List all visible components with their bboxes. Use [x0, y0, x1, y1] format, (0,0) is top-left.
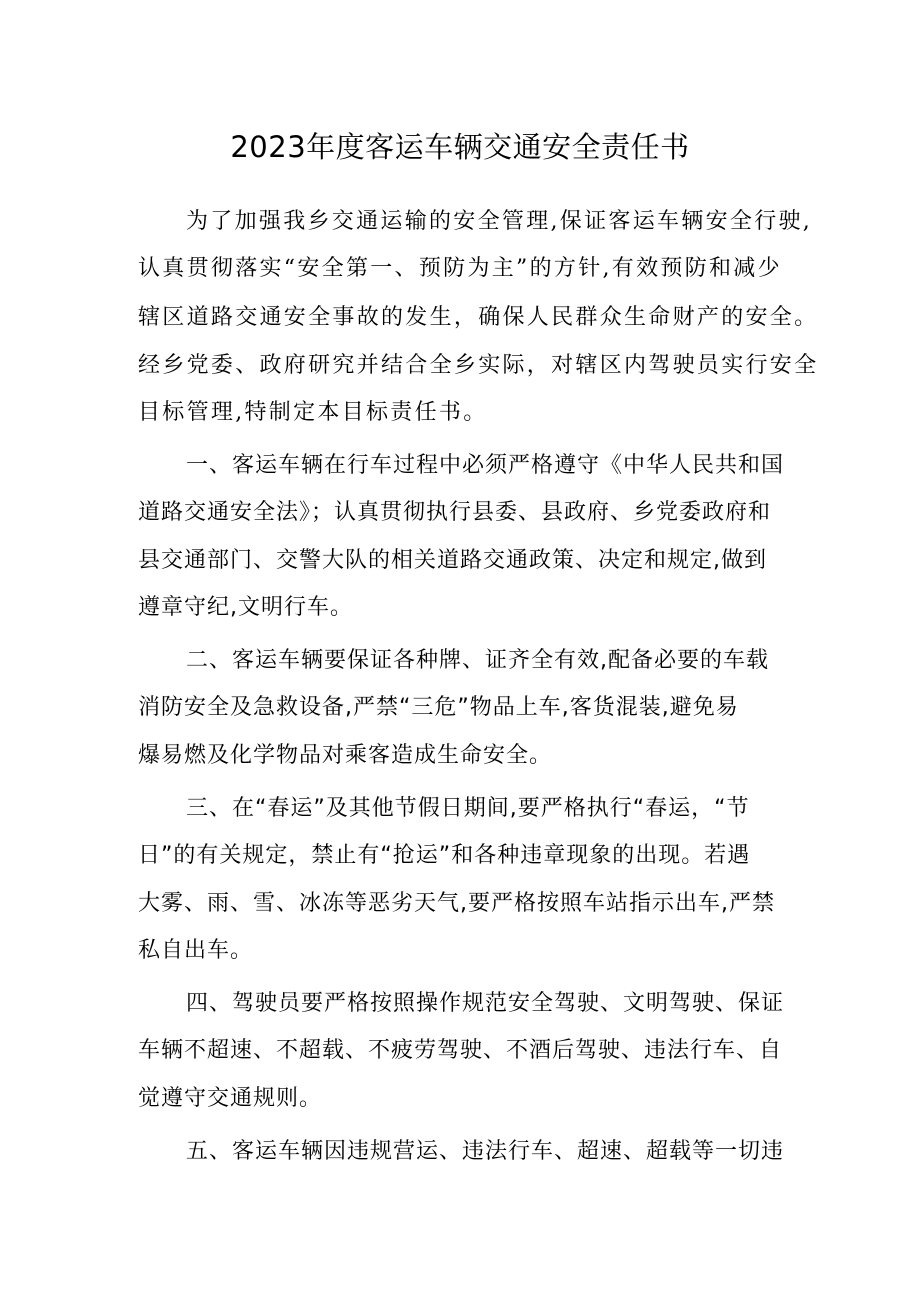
text-line: 辖区道路交通安全事故的发生，确保人民群众生命财产的安全。: [138, 305, 819, 330]
text-line: 车辆不超速、不超载、不疲劳驾驶、不酒后驾驶、违法行车、自: [138, 1038, 783, 1063]
text-line: 经乡党委、政府研究并结合全乡实际，对辖区内驾驶员实行安全: [138, 353, 819, 378]
text-line: 二、客运车辆要保证各种牌、证齐全有效,配备必要的车载: [186, 648, 769, 673]
document-title: 2023年度客运车辆交通安全责任书: [230, 130, 690, 164]
text-line: 五、客运车辆因违规营运、违法行车、超速、超载等一切违: [186, 1139, 785, 1164]
text-line: 大雾、雨、雪、冰冻等恶劣天气,要严格按照车站指示出车,严禁: [138, 891, 775, 916]
text-line: 觉遵守交通规则。: [138, 1086, 323, 1111]
text-line: 爆易燃及化学物品对乘客造成生命安全。: [138, 743, 553, 768]
text-line: 认真贯彻落实“安全第一、预防为主”的方针,有效预防和减少: [138, 256, 782, 281]
text-line: 消防安全及急救设备,严禁“三危”物品上车,客货混装,避免易: [138, 695, 739, 720]
text-line: 遵章守纪,文明行车。: [138, 595, 353, 620]
text-line: 三、在“春运”及其他节假日期间,要严格执行“春运，“节: [186, 796, 750, 821]
text-line: 私自出车。: [138, 938, 254, 963]
text-line: 目标管理,特制定本目标责任书。: [138, 400, 488, 425]
text-line: 一、客运车辆在行车过程中必须严格遵守《中华人民共和国: [186, 453, 785, 478]
text-line: 四、驾驶员要严格按照操作规范安全驾驶、文明驾驶、保证: [186, 991, 785, 1016]
text-line: 日”的有关规定，禁止有“抢运”和各种违章现象的出现。若遇: [138, 843, 751, 868]
text-line: 道路交通安全法》；认真贯彻执行县委、县政府、乡党委政府和: [138, 500, 772, 525]
text-line: 为了加强我乡交通运输的安全管理,保证客运车辆安全行驶,: [186, 209, 813, 234]
text-line: 县交通部门、交警大队的相关道路交通政策、决定和规定,做到: [138, 548, 767, 573]
